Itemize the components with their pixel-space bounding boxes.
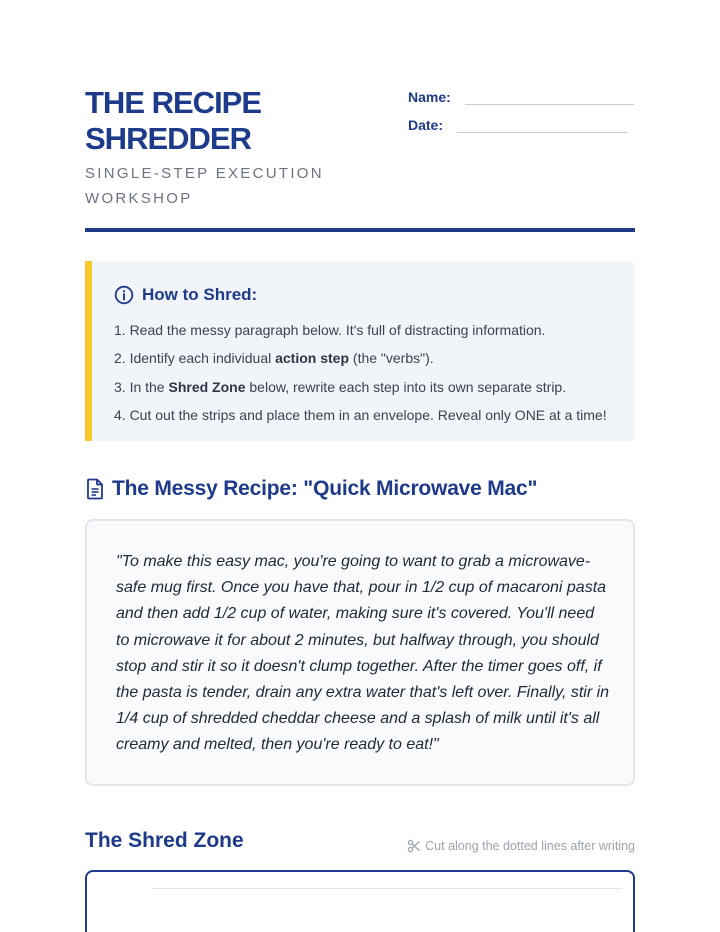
- instructions-title: How to Shred:: [142, 285, 258, 304]
- instruction-step: 1. Read the messy paragraph below. It's full of distracting information.: [114, 322, 546, 338]
- shred-zone: [85, 870, 635, 932]
- scissors-icon: [407, 839, 421, 853]
- cut-note: [407, 839, 635, 853]
- recipe-text: "To make this easy mac, you're going to want to grab a microwave-safe mug first. Once you have that, pour in 1/2 cup of macaroni pasta and then add 1/2 cup of water, making sure it's covered. You'll need to microwave it for about 2 minutes, but halfway through, you should stop and stir it so it doesn't clump together. After the timer goes off, if the pasta is tender, drain any extra water that's left over. Finally, stir in 1/4 cup of shredded cheddar cheese and a splash of milk until it's all creamy and melted, then you're ready to eat!": [116, 553, 610, 754]
- date-line[interactable]: [457, 115, 627, 133]
- worksheet-title: THE RECIPE SHREDDER: [85, 85, 262, 156]
- info-icon: [114, 285, 134, 305]
- recipe-title: The Messy Recipe: "Quick Microwave Mac": [112, 477, 538, 500]
- instruction-step: 2. Identify each individual action step (the "verbs").: [114, 350, 434, 367]
- instructions-panel: [85, 261, 635, 441]
- worksheet-page: [85, 0, 635, 932]
- document-icon: [85, 478, 105, 500]
- name-field[interactable]: [408, 87, 634, 105]
- recipe-box: [85, 519, 635, 786]
- instruction-step: 3. In the Shred Zone below, rewrite each step into its own separate strip.: [114, 378, 567, 395]
- name-line[interactable]: [465, 87, 634, 105]
- recipe-heading: [85, 477, 537, 501]
- worksheet-header: [85, 85, 635, 232]
- name-label: Name:: [408, 89, 451, 105]
- worksheet-subtitle: SINGLE-STEP EXECUTION WORKSHOP: [85, 165, 324, 207]
- cut-note-text: Cut along the dotted lines after writing: [425, 839, 635, 853]
- instructions-heading: [114, 285, 257, 305]
- instruction-steps: [114, 316, 634, 429]
- date-label: Date:: [408, 117, 444, 133]
- shred-strip-line[interactable]: [152, 888, 622, 889]
- shred-zone-title: The Shred Zone: [85, 829, 244, 852]
- instruction-step: 4. Cut out the strips and place them in an envelope. Reveal only ONE at a time!: [114, 406, 607, 423]
- date-field[interactable]: [408, 115, 627, 133]
